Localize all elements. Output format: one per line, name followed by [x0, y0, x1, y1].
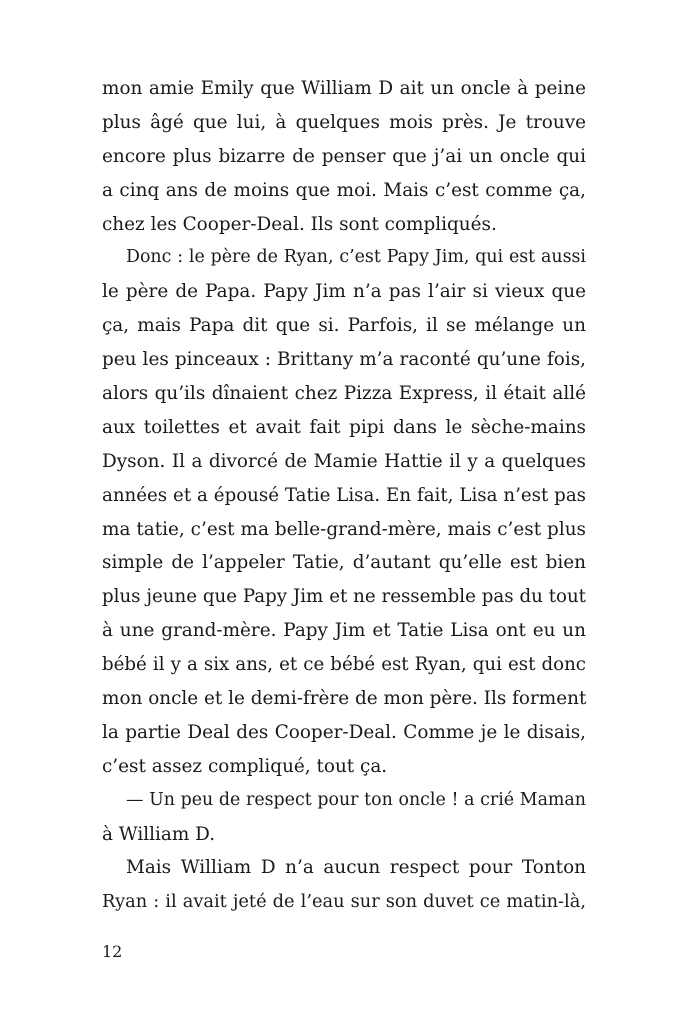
- page-number: 12: [102, 942, 123, 961]
- text-line: — Un peu de respect pour ton oncle ! a crié Maman: [126, 789, 586, 810]
- text-line: à une grand-mère. Papy Jim et Tatie Lisa ont eu un: [102, 620, 586, 642]
- text-line: simple de l’appeler Tatie, d’autant qu’elle est bien: [102, 552, 586, 574]
- text-line: ma tatie, c’est ma belle-grand-mère, mais c’est plus: [102, 518, 586, 540]
- text-line: aux toilettes et avait fait pipi dans le sèche-mains: [102, 416, 586, 438]
- text-line: le père de Papa. Papy Jim n’a pas l’air si vieux que: [102, 281, 586, 303]
- text-line: années et a épousé Tatie Lisa. En fait, Lisa n’est pas: [102, 484, 586, 506]
- text-line: plus jeune que Papy Jim et ne ressemble pas du tout: [102, 586, 586, 608]
- text-line: Mais William D n’a aucun respect pour Tonton: [126, 857, 586, 879]
- body-text: [102, 72, 586, 919]
- text-line: Ryan : il avait jeté de l’eau sur son duvet ce matin-là,: [102, 891, 586, 913]
- text-line: peu les pinceaux : Brittany m’a raconté qu’une fois,: [102, 349, 586, 371]
- text-line: a cinq ans de moins que moi. Mais c’est comme ça,: [102, 179, 586, 201]
- text-line: alors qu’ils dînaient chez Pizza Express, il était allé: [102, 383, 586, 405]
- text-line: la partie Deal des Cooper-Deal. Comme je le disais,: [102, 721, 586, 743]
- text-line: bébé il y a six ans, et ce bébé est Ryan, qui est donc: [102, 654, 586, 676]
- text-line: à William D.: [102, 823, 216, 845]
- text-line: plus âgé que lui, à quelques mois près. Je trouve: [102, 111, 586, 133]
- text-line: Donc : le père de Ryan, c’est Papy Jim, qui est aussi: [126, 247, 586, 268]
- text-line: mon amie Emily que William D ait un oncle à peine: [102, 78, 586, 99]
- text-line: ça, mais Papa dit que si. Parfois, il se mélange un: [102, 315, 586, 337]
- text-line: chez les Cooper-Deal. Ils sont compliqués.: [102, 213, 497, 235]
- text-line: c’est assez compliqué, tout ça.: [102, 755, 388, 777]
- text-line: mon oncle et le demi-frère de mon père. Ils forment: [102, 688, 587, 710]
- text-line: Dyson. Il a divorcé de Mamie Hattie il y a quelques: [102, 450, 586, 472]
- text-line: encore plus bizarre de penser que j’ai un oncle qui: [102, 145, 586, 167]
